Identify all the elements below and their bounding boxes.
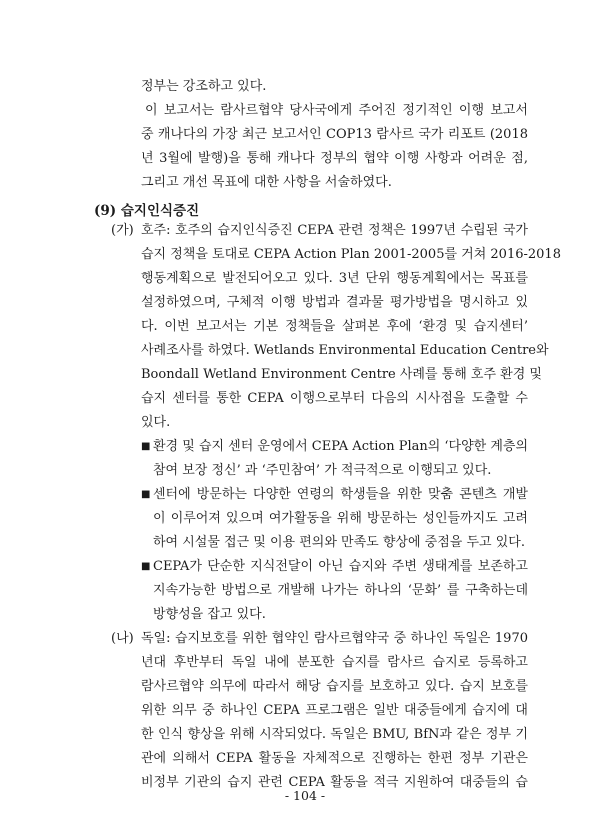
intro-line: 그리고 개선 목표에 대한 사항을 서술하였다. bbox=[141, 175, 392, 190]
bullet-line: 하여 시설물 접근 및 이용 편의와 만족도 향상에 중점을 두고 있다. bbox=[153, 535, 525, 550]
item-ga-line: 습지 정책을 토대로 CEPA Action Plan 2001-2005를 거쳐 2016-2018 bbox=[141, 247, 561, 262]
item-ga-line: 다. 이번 보고서는 기본 정책들을 살펴본 후에 ‘환경 및 습지센터’ bbox=[141, 319, 528, 334]
item-ga-line: 습지 센터를 통한 CEPA 이행으로부터 다음의 시사점을 도출할 수 bbox=[141, 391, 528, 406]
bullet-line: 이 이루어져 있으며 여가활동을 위해 방문하는 성인들까지도 고려 bbox=[153, 511, 528, 526]
item-ga-line: 호주: 호주의 습지인식증진 CEPA 관련 정책은 1997년 수립된 국가 bbox=[141, 223, 528, 238]
item-ga-line: 사례조사를 하였다. Wetlands Environmental Education Centre와 bbox=[141, 343, 549, 358]
section-heading: (9) 습지인식증진 bbox=[94, 203, 200, 219]
bullet-marker: ■ bbox=[141, 441, 151, 452]
item-ga-line: Boondall Wetland Environment Centre 사례를 통해 호주 환경 및 bbox=[141, 367, 542, 382]
item-na-line: 비정부 기관의 습지 관련 CEPA 활동을 적극 지원하여 대중들의 습 bbox=[141, 775, 528, 790]
bullet-line: 환경 및 습지 센터 운영에서 CEPA Action Plan의 ‘다양한 계층의 bbox=[153, 439, 529, 454]
bullet-marker: ■ bbox=[141, 489, 151, 500]
item-label: (나) bbox=[111, 631, 134, 646]
item-label: (가) bbox=[111, 223, 134, 238]
bullet-line: 센터에 방문하는 다양한 연령의 학생들을 위한 맞춤 콘텐츠 개발 bbox=[153, 487, 528, 502]
item-na-line: 람사르협약 의무에 따라서 해당 습지를 보호하고 있다. 습지 보호를 bbox=[141, 679, 528, 694]
item-na-line: 한 인식 향상을 위해 시작되었다. 독일은 BMU, BfN과 같은 정부 기 bbox=[141, 727, 528, 742]
item-ga-line: 설정하였으며, 구체적 이행 방법과 결과물 평가방법을 명시하고 있 bbox=[141, 295, 528, 310]
item-na-line: 위한 의무 중 하나인 CEPA 프로그램은 일반 대중들에게 습지에 대 bbox=[141, 703, 528, 718]
item-na-line: 년대 후반부터 독일 내에 분포한 습지를 람사르 습지로 등록하고 bbox=[141, 655, 528, 670]
item-ga-line: 있다. bbox=[141, 415, 171, 430]
intro-line: 년 3월에 발행)을 통해 캐나다 정부의 협약 이행 사항과 어려운 점, bbox=[141, 151, 528, 166]
intro-line: 중 캐나다의 가장 최근 보고서인 COP13 람사르 국가 리포트 (2018 bbox=[141, 127, 528, 142]
bullet-line: 지속가능한 방법으로 개발해 나가는 하나의 ‘문화’ 를 구축하는데 bbox=[153, 583, 528, 598]
item-na-line: 독일: 습지보호를 위한 협약인 람사르협약국 중 하나인 독일은 1970 bbox=[141, 631, 528, 646]
item-ga-line: 행동계획으로 발전되어오고 있다. 3년 단위 행동계획에서는 목표를 bbox=[141, 271, 528, 286]
bullet-line: CEPA가 단순한 지식전달이 아닌 습지와 주변 생태계를 보존하고 bbox=[153, 559, 528, 574]
intro-line: 이 보고서는 람사르협약 당사국에게 주어진 정기적인 이행 보고서 bbox=[145, 103, 528, 118]
bullet-line: 방향성을 잡고 있다. bbox=[153, 607, 266, 622]
page-number: - 104 - bbox=[284, 788, 326, 803]
item-na-line: 관에 의해서 CEPA 활동을 자체적으로 진행하는 한편 정부 기관은 bbox=[141, 751, 528, 766]
bullet-line: 참여 보장 정신’ 과 ‘주민참여’ 가 적극적으로 이행되고 있다. bbox=[153, 463, 492, 478]
intro-line: 정부는 강조하고 있다. bbox=[141, 79, 267, 94]
bullet-marker: ■ bbox=[141, 561, 151, 572]
